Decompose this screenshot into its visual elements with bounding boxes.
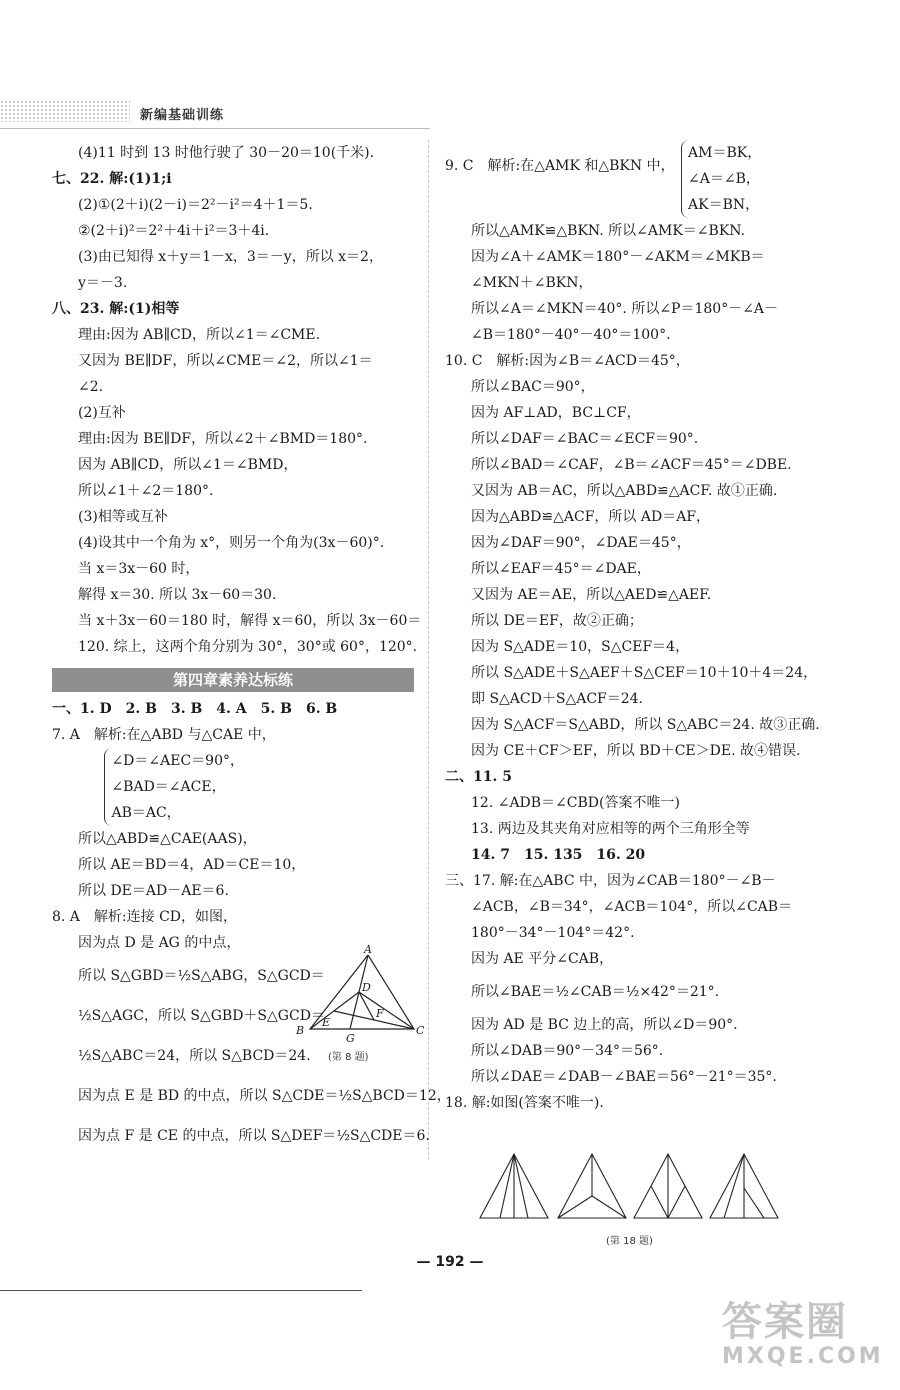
text-line: 所以∠DAE＝∠DAB－∠BAE＝56°－21°＝35°. bbox=[471, 1069, 777, 1085]
brace-row: ∠BAD＝∠ACE， bbox=[111, 779, 226, 795]
text-line: 所以∠DAB＝90°－34°＝56°. bbox=[471, 1043, 664, 1059]
text-line: 所以∠DAF＝∠BAC＝∠ECF＝90°. bbox=[471, 431, 699, 447]
text-line: 因为∠A＋∠AMK＝180°－∠AKM＝∠MKB＝ bbox=[471, 249, 765, 265]
fraction-line: ½S△AGC，所以 S△GBD＋S△GCD＝ bbox=[78, 1008, 325, 1024]
text-line: 因为 CE＋CF＞EF，所以 BD＋CE＞DE. 故④错误. bbox=[471, 743, 801, 759]
figure-q8 bbox=[292, 945, 424, 1065]
text-line: 因为 AE 平分∠CAB， bbox=[471, 951, 614, 967]
text-line: ∠ACB，∠B＝34°，∠ACB＝104°，所以∠CAB＝ bbox=[471, 899, 793, 915]
text-line: 当 x＋3x－60＝180 时，解得 x＝60，所以 3x－60＝ bbox=[78, 613, 422, 629]
fraction-line: ½S△ABC＝24，所以 S△BCD＝24. bbox=[78, 1048, 311, 1064]
question-8-heading: 8. A 解析:连接 CD，如图， bbox=[52, 909, 238, 925]
text-line: ②(2＋i)²＝2²＋4i＋i²＝3＋4i. bbox=[78, 223, 270, 239]
question-23-heading: 八、23. 解:(1)相等 bbox=[52, 301, 180, 317]
text-line: 即 S△ACD＋S△ACF＝24. bbox=[471, 691, 644, 707]
segment-cd bbox=[359, 992, 414, 1029]
footer-rule bbox=[0, 1290, 362, 1291]
text-line: 当 x＝3x－60 时， bbox=[78, 561, 200, 577]
watermark-logo bbox=[722, 1300, 892, 1380]
question-17-heading: 三、17. 解:在△ABC 中，因为∠CAB＝180°－∠B－ bbox=[445, 873, 776, 889]
label-b: B bbox=[296, 1024, 305, 1037]
triangle-split-1 bbox=[480, 1154, 548, 1218]
label-e: E bbox=[322, 1016, 331, 1029]
header-decoration bbox=[0, 100, 130, 122]
text-line: 因为∠DAF＝90°，∠DAE＝45°， bbox=[471, 535, 691, 551]
text-line: 因为 S△ACF＝S△ABD，所以 S△ABC＝24. 故③正确. bbox=[471, 717, 820, 733]
questions-14-16: 14. 7 15. 135 16. 20 bbox=[471, 847, 646, 863]
question-9-heading bbox=[445, 140, 845, 218]
question-13: 13. 两边及其夹角对应相等的两个三角形全等 bbox=[471, 821, 750, 837]
question-7-heading: 7. A 解析:在△ABD 与△CAE 中， bbox=[52, 727, 276, 743]
label-c: C bbox=[416, 1024, 424, 1037]
brace-row: AM＝BK， bbox=[688, 145, 762, 161]
figure-q18 bbox=[478, 1150, 780, 1222]
text-line: ∠MKN＋∠BKN， bbox=[471, 275, 593, 291]
triangle-split-2 bbox=[558, 1154, 626, 1218]
page-number-value: 192 bbox=[435, 1254, 465, 1270]
text-line: 120. 综上，这两个角分别为 30°，30°或 60°，120°. bbox=[78, 639, 418, 655]
text-line: 又因为 AB＝AC，所以△ABD≌△ACF. 故①正确. bbox=[471, 483, 778, 499]
figure-q18-caption: (第 18 题) bbox=[606, 1236, 653, 1247]
section-banner: 第四章素养达标练 bbox=[52, 668, 414, 692]
brace-row: ∠D＝∠AEC＝90°， bbox=[111, 753, 244, 769]
watermark-line2: MXQE.COM bbox=[722, 1344, 884, 1369]
label-d: D bbox=[362, 981, 371, 994]
fraction-line: 因为点 F 是 CE 的中点，所以 S△DEF＝½S△CDE＝6. bbox=[78, 1128, 430, 1144]
watermark-line1: 答案圈 bbox=[722, 1299, 848, 1345]
brace-row: AB＝AC， bbox=[111, 805, 181, 821]
text-line: (3)由已知得 x＋y＝1－x，3＝－y，所以 x＝2， bbox=[78, 249, 383, 265]
text-line: 又因为 BE∥DF，所以∠CME＝∠2，所以∠1＝ bbox=[78, 353, 373, 369]
text-line: 因为 AF⊥AD，BC⊥CF， bbox=[471, 405, 641, 421]
question-22-heading: 七、22. 解:(1)1;i bbox=[52, 171, 172, 187]
text-line: 所以 S△ADE＋S△AEF＋S△CEF＝10＋10＋4＝24， bbox=[471, 665, 818, 681]
page-number: — 192 — bbox=[416, 1254, 484, 1270]
text-line: 因为 AB∥CD，所以∠1＝∠BMD， bbox=[78, 457, 298, 473]
text-line: 又因为 AE＝AE，所以△AED≌△AEF. bbox=[471, 587, 712, 603]
text-line: 所以△ABD≌△CAE(AAS)， bbox=[78, 831, 257, 847]
question-10-heading: 10. C 解析:因为∠B＝∠ACD＝45°， bbox=[445, 353, 690, 369]
header-rule bbox=[0, 128, 430, 129]
column-divider bbox=[428, 140, 429, 1160]
triangle-split-3 bbox=[634, 1154, 702, 1218]
figure-q8-caption: (第 8 题) bbox=[328, 1052, 369, 1063]
brace bbox=[681, 140, 761, 218]
triangle-split-4 bbox=[710, 1154, 778, 1218]
text-line: 解得 x＝30. 所以 3x－60＝30. bbox=[78, 587, 277, 603]
text-line: 所以∠BAD＝∠CAF，∠B＝∠ACF＝45°＝∠DBE. bbox=[471, 457, 792, 473]
segment-df bbox=[359, 992, 374, 1020]
text-line: (2)互补 bbox=[78, 405, 126, 421]
text-line: 所以∠A＝∠MKN＝40°. 所以∠P＝180°－∠A－ bbox=[471, 301, 779, 317]
text-line: 因为点 D 是 AG 的中点， bbox=[78, 935, 241, 951]
text-line: 所以△AMK≌△BKN. 所以∠AMK＝∠BKN. bbox=[471, 223, 746, 239]
text-line: ∠2. bbox=[78, 379, 104, 395]
text-line: 所以∠1＋∠2＝180°. bbox=[78, 483, 214, 499]
text-line: 理由:因为 BE∥DF，所以∠2＋∠BMD＝180°. bbox=[78, 431, 368, 447]
text-line: 所以∠EAF＝45°＝∠DAE， bbox=[471, 561, 651, 577]
question-12: 12. ∠ADB＝∠CBD(答案不唯一) bbox=[471, 795, 680, 811]
text-line: (2)①(2＋i)(2－i)＝2²－i²＝4＋1＝5. bbox=[78, 197, 313, 213]
question-11: 二、11. 5 bbox=[445, 769, 512, 785]
label-g: G bbox=[346, 1032, 355, 1045]
label-f: F bbox=[376, 1007, 384, 1020]
text-line: 因为 AD 是 BC 边上的高，所以∠D＝90°. bbox=[471, 1017, 738, 1033]
text-line: (4)设其中一个角为 x°，则另一个角为(3x－60)°. bbox=[78, 535, 385, 551]
header-title: 新编基础训练 bbox=[140, 108, 225, 123]
question-18-heading: 18. 解:如图(答案不唯一). bbox=[445, 1095, 604, 1111]
text-line: 180°－34°－104°＝42°. bbox=[471, 925, 635, 941]
brace bbox=[104, 748, 244, 826]
brace-row: ∠A＝∠B， bbox=[688, 171, 760, 187]
text-line: (3)相等或互补 bbox=[78, 509, 168, 525]
right-column bbox=[445, 140, 845, 1116]
text-line: y＝－3. bbox=[78, 275, 128, 291]
text-line: 所以 DE＝EF，故②正确； bbox=[471, 613, 643, 629]
text-line: ∠B＝180°－40°－40°＝100°. bbox=[471, 327, 671, 343]
label-a: A bbox=[364, 945, 372, 956]
question-9-intro: 9. C 解析:在△AMK 和△BKN 中， bbox=[445, 158, 675, 174]
text-line: 因为△ABD≌△ACF，所以 AD＝AF， bbox=[471, 509, 711, 525]
text-line: (4)11 时到 13 时他行驶了 30－20＝10(千米). bbox=[78, 145, 375, 161]
brace-row: AK＝BN， bbox=[688, 197, 760, 213]
text-line: 所以 AE＝BD＝4，AD＝CE＝10， bbox=[78, 857, 306, 873]
text-line: 所以 DE＝AD－AE＝6. bbox=[78, 883, 229, 899]
fraction-line: 所以∠BAE＝½∠CAB＝½×42°＝21°. bbox=[471, 984, 720, 1000]
brace-system-7 bbox=[52, 748, 414, 826]
fraction-line: 所以 S△GBD＝½S△ABG，S△GCD＝ bbox=[78, 968, 325, 984]
text-line: 理由:因为 AB∥CD，所以∠1＝∠CME. bbox=[78, 327, 321, 343]
text-line: 因为 S△ADE＝10，S△CEF＝4， bbox=[471, 639, 690, 655]
text-line: 所以∠BAC＝90°， bbox=[471, 379, 595, 395]
fraction-line: 因为点 E 是 BD 的中点，所以 S△CDE＝½S△BCD＝12， bbox=[78, 1088, 451, 1104]
answers-1-6: 一、1. D 2. B 3. B 4. A 5. B 6. B bbox=[52, 701, 338, 717]
